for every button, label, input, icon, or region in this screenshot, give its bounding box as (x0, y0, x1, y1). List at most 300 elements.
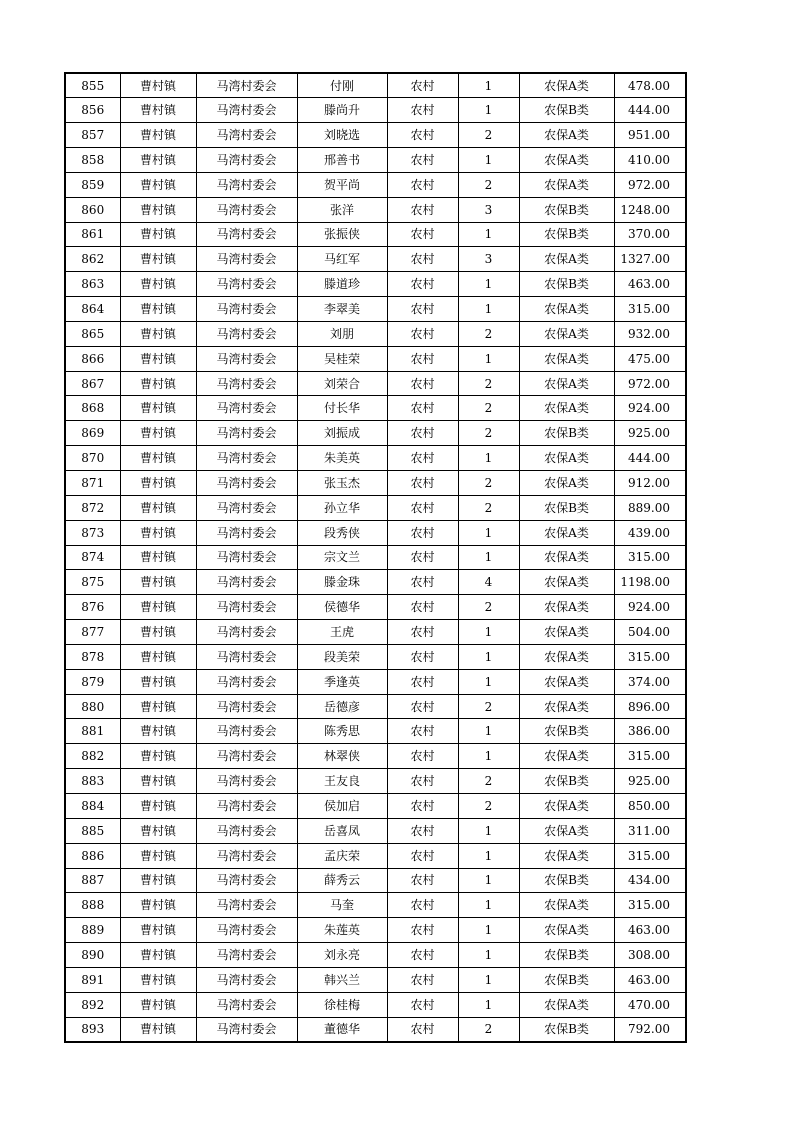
table-row (65, 545, 686, 570)
cell-category: 农村 (387, 644, 458, 669)
table-row (65, 868, 686, 893)
cell-insurance-type: 农保B类 (519, 719, 614, 744)
cell-person-name: 马红军 (297, 247, 387, 272)
cell-village-committee: 马湾村委会 (196, 297, 297, 322)
cell-insurance-type: 农保A类 (519, 520, 614, 545)
cell-village-committee: 马湾村委会 (196, 719, 297, 744)
cell-insurance-type: 农保B类 (519, 1017, 614, 1042)
cell-amount: 463.00 (614, 918, 686, 943)
cell-seq-number: 863 (65, 272, 120, 297)
cell-person-count: 1 (458, 719, 519, 744)
cell-seq-number: 869 (65, 421, 120, 446)
cell-insurance-type: 农保A类 (519, 446, 614, 471)
cell-seq-number: 893 (65, 1017, 120, 1042)
cell-village-committee: 马湾村委会 (196, 595, 297, 620)
cell-village-committee: 马湾村委会 (196, 570, 297, 595)
cell-insurance-type: 农保A类 (519, 620, 614, 645)
cell-town: 曹村镇 (120, 893, 196, 918)
cell-seq-number: 887 (65, 868, 120, 893)
table-row (65, 918, 686, 943)
cell-village-committee: 马湾村委会 (196, 495, 297, 520)
cell-town: 曹村镇 (120, 719, 196, 744)
cell-town: 曹村镇 (120, 197, 196, 222)
cell-town: 曹村镇 (120, 98, 196, 123)
cell-town: 曹村镇 (120, 620, 196, 645)
cell-person-name: 侯加启 (297, 793, 387, 818)
cell-insurance-type: 农保A类 (519, 247, 614, 272)
cell-seq-number: 883 (65, 769, 120, 794)
cell-person-name: 王友良 (297, 769, 387, 794)
cell-person-count: 3 (458, 247, 519, 272)
cell-person-name: 滕道珍 (297, 272, 387, 297)
cell-person-name: 朱莲英 (297, 918, 387, 943)
cell-category: 农村 (387, 297, 458, 322)
table-row (65, 520, 686, 545)
cell-category: 农村 (387, 396, 458, 421)
cell-village-committee: 马湾村委会 (196, 247, 297, 272)
cell-amount: 315.00 (614, 744, 686, 769)
cell-village-committee: 马湾村委会 (196, 868, 297, 893)
cell-seq-number: 880 (65, 694, 120, 719)
table-row (65, 769, 686, 794)
cell-seq-number: 890 (65, 943, 120, 968)
cell-category: 农村 (387, 744, 458, 769)
table-row (65, 620, 686, 645)
cell-village-committee: 马湾村委会 (196, 769, 297, 794)
table-row (65, 818, 686, 843)
cell-insurance-type: 农保A类 (519, 669, 614, 694)
cell-amount: 924.00 (614, 396, 686, 421)
cell-seq-number: 868 (65, 396, 120, 421)
table-row (65, 595, 686, 620)
cell-village-committee: 马湾村委会 (196, 793, 297, 818)
cell-town: 曹村镇 (120, 769, 196, 794)
cell-amount: 475.00 (614, 346, 686, 371)
cell-seq-number: 878 (65, 644, 120, 669)
cell-category: 农村 (387, 321, 458, 346)
cell-category: 农村 (387, 471, 458, 496)
cell-town: 曹村镇 (120, 172, 196, 197)
cell-village-committee: 马湾村委会 (196, 73, 297, 98)
cell-person-name: 刘荣合 (297, 371, 387, 396)
cell-person-name: 董德华 (297, 1017, 387, 1042)
table-row (65, 272, 686, 297)
cell-amount: 439.00 (614, 520, 686, 545)
cell-town: 曹村镇 (120, 918, 196, 943)
cell-town: 曹村镇 (120, 495, 196, 520)
table-row (65, 1017, 686, 1042)
cell-village-committee: 马湾村委会 (196, 446, 297, 471)
cell-insurance-type: 农保A类 (519, 148, 614, 173)
cell-person-count: 3 (458, 197, 519, 222)
cell-person-count: 4 (458, 570, 519, 595)
cell-seq-number: 861 (65, 222, 120, 247)
cell-insurance-type: 农保A类 (519, 818, 614, 843)
table-row (65, 123, 686, 148)
cell-amount: 444.00 (614, 98, 686, 123)
cell-category: 农村 (387, 197, 458, 222)
cell-town: 曹村镇 (120, 148, 196, 173)
cell-insurance-type: 农保A类 (519, 992, 614, 1017)
cell-category: 农村 (387, 247, 458, 272)
cell-amount: 308.00 (614, 943, 686, 968)
cell-category: 农村 (387, 694, 458, 719)
table-body (65, 73, 686, 1042)
cell-seq-number: 870 (65, 446, 120, 471)
cell-amount: 311.00 (614, 818, 686, 843)
cell-amount: 1248.00 (614, 197, 686, 222)
cell-person-count: 1 (458, 148, 519, 173)
cell-seq-number: 873 (65, 520, 120, 545)
cell-village-committee: 马湾村委会 (196, 918, 297, 943)
cell-insurance-type: 农保A类 (519, 371, 614, 396)
cell-insurance-type: 农保A类 (519, 918, 614, 943)
cell-insurance-type: 农保A类 (519, 346, 614, 371)
cell-amount: 1327.00 (614, 247, 686, 272)
cell-seq-number: 865 (65, 321, 120, 346)
cell-category: 农村 (387, 272, 458, 297)
table-row (65, 222, 686, 247)
cell-person-count: 2 (458, 1017, 519, 1042)
cell-town: 曹村镇 (120, 272, 196, 297)
table-row (65, 98, 686, 123)
table-row (65, 719, 686, 744)
cell-seq-number: 881 (65, 719, 120, 744)
cell-amount: 463.00 (614, 272, 686, 297)
cell-insurance-type: 农保A类 (519, 843, 614, 868)
cell-person-name: 贺平尚 (297, 172, 387, 197)
table-row (65, 172, 686, 197)
cell-village-committee: 马湾村委会 (196, 669, 297, 694)
cell-category: 农村 (387, 893, 458, 918)
cell-insurance-type: 农保A类 (519, 321, 614, 346)
cell-town: 曹村镇 (120, 943, 196, 968)
cell-town: 曹村镇 (120, 570, 196, 595)
cell-person-count: 2 (458, 495, 519, 520)
cell-category: 农村 (387, 918, 458, 943)
cell-person-count: 2 (458, 421, 519, 446)
cell-insurance-type: 农保A类 (519, 694, 614, 719)
cell-town: 曹村镇 (120, 471, 196, 496)
cell-person-name: 岳德彦 (297, 694, 387, 719)
cell-town: 曹村镇 (120, 346, 196, 371)
cell-person-name: 林翠侠 (297, 744, 387, 769)
cell-town: 曹村镇 (120, 967, 196, 992)
cell-person-count: 1 (458, 272, 519, 297)
cell-person-count: 1 (458, 669, 519, 694)
cell-village-committee: 马湾村委会 (196, 396, 297, 421)
table-row (65, 197, 686, 222)
cell-amount: 370.00 (614, 222, 686, 247)
cell-seq-number: 862 (65, 247, 120, 272)
cell-town: 曹村镇 (120, 644, 196, 669)
cell-person-name: 段秀侠 (297, 520, 387, 545)
cell-person-name: 季逢英 (297, 669, 387, 694)
cell-town: 曹村镇 (120, 520, 196, 545)
cell-town: 曹村镇 (120, 222, 196, 247)
cell-amount: 850.00 (614, 793, 686, 818)
cell-category: 农村 (387, 843, 458, 868)
table-row (65, 744, 686, 769)
cell-seq-number: 872 (65, 495, 120, 520)
table-row (65, 943, 686, 968)
cell-insurance-type: 农保A类 (519, 893, 614, 918)
cell-category: 农村 (387, 222, 458, 247)
cell-person-count: 1 (458, 918, 519, 943)
cell-town: 曹村镇 (120, 992, 196, 1017)
table-row (65, 893, 686, 918)
cell-amount: 924.00 (614, 595, 686, 620)
cell-person-count: 2 (458, 172, 519, 197)
cell-insurance-type: 农保A类 (519, 123, 614, 148)
table-row (65, 321, 686, 346)
cell-amount: 951.00 (614, 123, 686, 148)
cell-village-committee: 马湾村委会 (196, 520, 297, 545)
cell-person-name: 张玉杰 (297, 471, 387, 496)
cell-person-name: 刘永亮 (297, 943, 387, 968)
cell-amount: 386.00 (614, 719, 686, 744)
cell-insurance-type: 农保A类 (519, 172, 614, 197)
cell-person-name: 宗文兰 (297, 545, 387, 570)
cell-category: 农村 (387, 967, 458, 992)
cell-category: 农村 (387, 669, 458, 694)
cell-amount: 463.00 (614, 967, 686, 992)
cell-category: 农村 (387, 346, 458, 371)
cell-insurance-type: 农保B类 (519, 868, 614, 893)
cell-category: 农村 (387, 172, 458, 197)
cell-seq-number: 864 (65, 297, 120, 322)
cell-person-count: 1 (458, 346, 519, 371)
cell-person-count: 2 (458, 321, 519, 346)
cell-amount: 315.00 (614, 297, 686, 322)
cell-seq-number: 858 (65, 148, 120, 173)
cell-village-committee: 马湾村委会 (196, 943, 297, 968)
cell-category: 农村 (387, 570, 458, 595)
cell-amount: 972.00 (614, 371, 686, 396)
cell-village-committee: 马湾村委会 (196, 744, 297, 769)
cell-amount: 410.00 (614, 148, 686, 173)
cell-person-count: 1 (458, 818, 519, 843)
cell-town: 曹村镇 (120, 73, 196, 98)
cell-amount: 925.00 (614, 421, 686, 446)
cell-town: 曹村镇 (120, 297, 196, 322)
table-row (65, 247, 686, 272)
cell-amount: 478.00 (614, 73, 686, 98)
cell-person-count: 1 (458, 520, 519, 545)
cell-seq-number: 879 (65, 669, 120, 694)
table-row (65, 967, 686, 992)
table-row (65, 421, 686, 446)
cell-town: 曹村镇 (120, 545, 196, 570)
cell-insurance-type: 农保B类 (519, 98, 614, 123)
cell-town: 曹村镇 (120, 868, 196, 893)
cell-seq-number: 891 (65, 967, 120, 992)
cell-person-count: 1 (458, 943, 519, 968)
cell-insurance-type: 农保B类 (519, 272, 614, 297)
cell-town: 曹村镇 (120, 669, 196, 694)
cell-amount: 504.00 (614, 620, 686, 645)
cell-person-name: 段美荣 (297, 644, 387, 669)
table-row (65, 495, 686, 520)
cell-amount: 315.00 (614, 644, 686, 669)
payment-table (64, 72, 687, 1043)
cell-person-count: 2 (458, 793, 519, 818)
cell-person-name: 薛秀云 (297, 868, 387, 893)
cell-town: 曹村镇 (120, 247, 196, 272)
cell-category: 农村 (387, 446, 458, 471)
cell-amount: 315.00 (614, 545, 686, 570)
table-row (65, 446, 686, 471)
cell-village-committee: 马湾村委会 (196, 222, 297, 247)
table-row (65, 346, 686, 371)
cell-amount: 315.00 (614, 843, 686, 868)
cell-person-count: 2 (458, 694, 519, 719)
table-row (65, 148, 686, 173)
cell-category: 农村 (387, 98, 458, 123)
cell-person-count: 2 (458, 371, 519, 396)
table-row (65, 992, 686, 1017)
cell-village-committee: 马湾村委会 (196, 644, 297, 669)
cell-category: 农村 (387, 943, 458, 968)
cell-person-count: 2 (458, 471, 519, 496)
cell-town: 曹村镇 (120, 396, 196, 421)
cell-town: 曹村镇 (120, 321, 196, 346)
cell-amount: 1198.00 (614, 570, 686, 595)
cell-village-committee: 马湾村委会 (196, 148, 297, 173)
cell-amount: 912.00 (614, 471, 686, 496)
cell-person-count: 1 (458, 744, 519, 769)
cell-person-name: 张振侠 (297, 222, 387, 247)
cell-person-name: 滕尚升 (297, 98, 387, 123)
cell-person-count: 2 (458, 769, 519, 794)
cell-insurance-type: 农保B类 (519, 197, 614, 222)
cell-amount: 374.00 (614, 669, 686, 694)
cell-category: 农村 (387, 421, 458, 446)
cell-village-committee: 马湾村委会 (196, 843, 297, 868)
cell-person-name: 张洋 (297, 197, 387, 222)
cell-amount: 444.00 (614, 446, 686, 471)
cell-person-count: 1 (458, 644, 519, 669)
cell-person-name: 吴桂荣 (297, 346, 387, 371)
cell-amount: 792.00 (614, 1017, 686, 1042)
cell-amount: 925.00 (614, 769, 686, 794)
cell-person-count: 2 (458, 595, 519, 620)
cell-seq-number: 866 (65, 346, 120, 371)
cell-person-name: 侯德华 (297, 595, 387, 620)
cell-amount: 932.00 (614, 321, 686, 346)
cell-person-name: 滕金珠 (297, 570, 387, 595)
cell-town: 曹村镇 (120, 123, 196, 148)
cell-amount: 972.00 (614, 172, 686, 197)
cell-insurance-type: 农保A类 (519, 744, 614, 769)
cell-person-count: 1 (458, 620, 519, 645)
cell-village-committee: 马湾村委会 (196, 967, 297, 992)
cell-seq-number: 884 (65, 793, 120, 818)
cell-person-name: 陈秀思 (297, 719, 387, 744)
cell-person-name: 王虎 (297, 620, 387, 645)
table-row (65, 371, 686, 396)
cell-village-committee: 马湾村委会 (196, 545, 297, 570)
cell-town: 曹村镇 (120, 446, 196, 471)
cell-insurance-type: 农保A类 (519, 471, 614, 496)
cell-person-count: 1 (458, 98, 519, 123)
table-row (65, 843, 686, 868)
cell-insurance-type: 农保A类 (519, 73, 614, 98)
cell-person-name: 马奎 (297, 893, 387, 918)
cell-category: 农村 (387, 73, 458, 98)
cell-person-count: 1 (458, 73, 519, 98)
cell-insurance-type: 农保A类 (519, 297, 614, 322)
cell-person-name: 刘晓选 (297, 123, 387, 148)
cell-person-count: 1 (458, 967, 519, 992)
cell-category: 农村 (387, 769, 458, 794)
cell-amount: 889.00 (614, 495, 686, 520)
cell-village-committee: 马湾村委会 (196, 123, 297, 148)
cell-town: 曹村镇 (120, 1017, 196, 1042)
cell-seq-number: 882 (65, 744, 120, 769)
cell-person-count: 1 (458, 992, 519, 1017)
cell-seq-number: 867 (65, 371, 120, 396)
cell-town: 曹村镇 (120, 744, 196, 769)
cell-seq-number: 889 (65, 918, 120, 943)
cell-village-committee: 马湾村委会 (196, 421, 297, 446)
cell-seq-number: 876 (65, 595, 120, 620)
cell-person-name: 李翠美 (297, 297, 387, 322)
cell-person-count: 1 (458, 446, 519, 471)
cell-person-name: 孟庆荣 (297, 843, 387, 868)
cell-category: 农村 (387, 123, 458, 148)
cell-amount: 315.00 (614, 893, 686, 918)
table-row (65, 644, 686, 669)
cell-person-name: 徐桂梅 (297, 992, 387, 1017)
cell-category: 农村 (387, 818, 458, 843)
cell-amount: 434.00 (614, 868, 686, 893)
cell-seq-number: 871 (65, 471, 120, 496)
cell-seq-number: 859 (65, 172, 120, 197)
cell-category: 农村 (387, 992, 458, 1017)
cell-town: 曹村镇 (120, 371, 196, 396)
table-row (65, 793, 686, 818)
table-row (65, 570, 686, 595)
cell-person-count: 1 (458, 545, 519, 570)
cell-seq-number: 874 (65, 545, 120, 570)
cell-town: 曹村镇 (120, 818, 196, 843)
cell-insurance-type: 农保B类 (519, 495, 614, 520)
cell-seq-number: 877 (65, 620, 120, 645)
cell-village-committee: 马湾村委会 (196, 471, 297, 496)
cell-insurance-type: 农保B类 (519, 222, 614, 247)
cell-seq-number: 855 (65, 73, 120, 98)
table-row (65, 396, 686, 421)
cell-seq-number: 856 (65, 98, 120, 123)
cell-town: 曹村镇 (120, 694, 196, 719)
cell-category: 农村 (387, 719, 458, 744)
cell-insurance-type: 农保A类 (519, 644, 614, 669)
cell-village-committee: 马湾村委会 (196, 992, 297, 1017)
cell-person-name: 付刚 (297, 73, 387, 98)
cell-town: 曹村镇 (120, 793, 196, 818)
cell-category: 农村 (387, 148, 458, 173)
cell-person-name: 岳喜凤 (297, 818, 387, 843)
cell-town: 曹村镇 (120, 595, 196, 620)
cell-seq-number: 892 (65, 992, 120, 1017)
cell-town: 曹村镇 (120, 421, 196, 446)
cell-person-count: 1 (458, 843, 519, 868)
cell-person-name: 刘朋 (297, 321, 387, 346)
cell-person-count: 1 (458, 893, 519, 918)
cell-seq-number: 888 (65, 893, 120, 918)
cell-person-name: 邢善书 (297, 148, 387, 173)
